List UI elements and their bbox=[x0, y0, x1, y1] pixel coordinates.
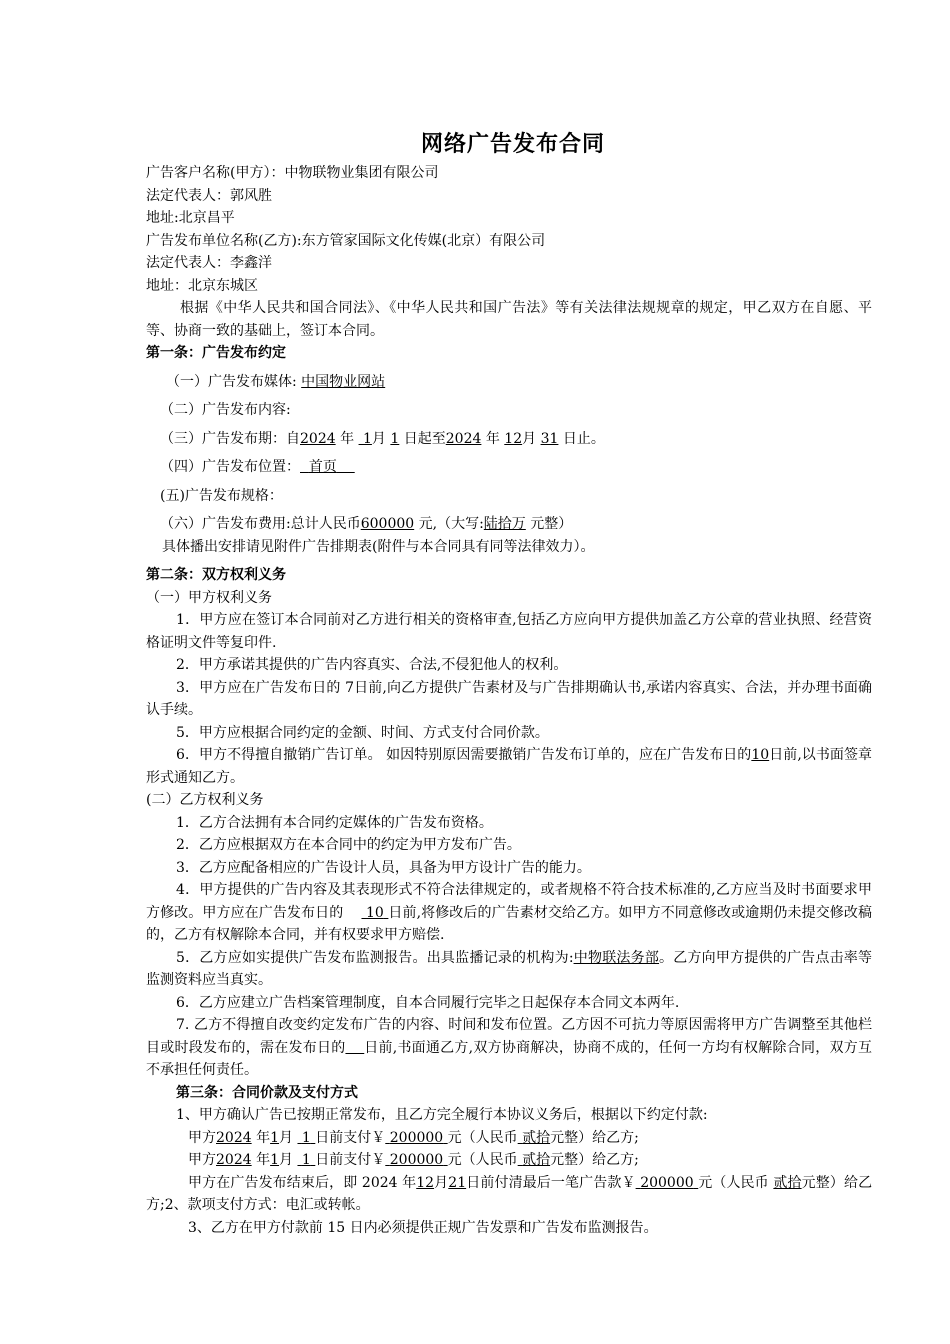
party-a-item-4: 5．甲方应根据合同约定的金额、时间、方式支付合同价款。 bbox=[176, 724, 549, 741]
party-b-heading: (二）乙方权利义务 bbox=[146, 792, 264, 808]
fee-words: 陆拾万 bbox=[483, 516, 526, 532]
monitoring-org: 中物联法务部 bbox=[573, 949, 660, 966]
article-2-heading: 第二条：双方权利义务 bbox=[146, 567, 286, 583]
party-b-item-6: 6．乙方应建立广告档案管理制度，自本合同履行完毕之日起保存本合同文本两年. bbox=[176, 994, 680, 1011]
party-b-item-4: 4．甲方提供的广告内容及其表现形式不符合法律规定的，或者规格不符合技术标准的,乙方应当及时书面要求甲方修改。甲方应在广告发布日的 10 日前,将修改后的广告素材交给乙方。如甲方不同意修改或逾期仍未提交修改稿的，乙方有权解除本合同，并有权要求甲方赔偿. bbox=[146, 882, 872, 943]
schedule-note: 具体播出安排请见附件广告排期表(附件与本合同具有同等法律效力）。 bbox=[162, 538, 595, 555]
party-a-heading: （一）甲方权利义务 bbox=[146, 589, 272, 606]
article-1-heading: 第一条：广告发布约定 bbox=[146, 345, 286, 361]
party-b-item-1: 1．乙方合法拥有本合同约定媒体的广告发布资格。 bbox=[176, 814, 493, 831]
party-a-item-3: 3．甲方应在广告发布日的 7日前,向乙方提供广告素材及与广告排期确认书,承诺内容真实、合法，并办理书面确认手续。 bbox=[146, 679, 872, 718]
revision-days: 10 bbox=[366, 904, 384, 921]
client-address: 北京昌平 bbox=[178, 210, 235, 226]
start-day: 1 bbox=[390, 430, 400, 447]
party-b-item-3: 3．乙方应配备相应的广告设计人员，具备为甲方设计广告的能力。 bbox=[176, 859, 591, 876]
position-value: 首页 bbox=[308, 459, 337, 475]
payment-1-amount: 200000 bbox=[389, 1129, 444, 1146]
party-a-item-5: 6．甲方不得擅自撤销广告订单。 如因特别原因需要撤销广告发布订单的，应在广告发布日的10日前,以书面签章形式通知乙方。 bbox=[146, 747, 872, 786]
position-line: （四）广告发布位置： 首页 bbox=[160, 459, 337, 475]
party-b-item-2: 2．乙方应根据双方在本合同中的约定为甲方发布广告。 bbox=[176, 837, 521, 853]
end-month: 12 bbox=[504, 430, 523, 447]
client-address-line: 地址:北京昌平 bbox=[146, 210, 235, 226]
document-title: 网络广告发布合同 bbox=[420, 131, 605, 157]
period-line: （三）广告发布期：自2024 年 1月 1 日起至2024 年 12月 31 日止。 bbox=[160, 430, 605, 447]
party-b-item-5: 5．乙方应如实提供广告发布监测报告。出具监播记录的机构为:中物联法务部。乙方向甲方提供的广告点击率等监测资料应当真实。 bbox=[146, 949, 873, 988]
start-month: 1 bbox=[363, 430, 372, 447]
party-b-item-7: 7. 乙方不得擅自改变约定发布广告的内容、时间和发布位置。乙方因不可抗力等原因需将甲方广告调整至其他栏目或时段发布的，需在发布日的 日前,书面通乙方,双方协商解决，协商不成的，任何一方均有权解除合同，双方互不承担任何责任。 bbox=[146, 1017, 873, 1078]
payment-2: 甲方2024 年1月 1 日前支付￥ 200000 元（人民币 贰拾元整）给乙方; bbox=[188, 1152, 639, 1168]
publisher-name: 东方管家国际文化传媒(北京）有限公司 bbox=[301, 232, 546, 249]
publisher-address: 北京东城区 bbox=[188, 277, 258, 294]
client-rep-line: 法定代表人：郭风胜 bbox=[146, 187, 272, 204]
fee-line: （六）广告发布费用:总计人民币600000 元,（大写:陆拾万 元整） bbox=[160, 516, 573, 532]
content-line: （二）广告发布内容: bbox=[160, 402, 291, 418]
preamble: 根据《中华人民共和国合同法》、《中华人民共和国广告法》等有关法律法规规章的规定，甲乙双方在自愿、平等、协商一致的基础上，签订本合同。 bbox=[146, 300, 872, 339]
media-value: 中国物业网站 bbox=[301, 373, 386, 390]
final-amount: 200000 bbox=[640, 1174, 694, 1191]
end-year: 2024 bbox=[445, 430, 482, 447]
contract-page bbox=[146, 128, 872, 1239]
media-line: （一）广告发布媒体: 中国物业网站 bbox=[166, 373, 386, 390]
client-rep: 郭风胜 bbox=[230, 187, 272, 204]
payment-1: 甲方2024 年1月 1 日前支付￥ 200000 元（人民币 贰拾元整）给乙方; bbox=[188, 1129, 639, 1146]
final-payment: 甲方在广告发布结束后，即 2024 年12月21日前付清最后一笔广告款￥ 200000 元（人民币 贰拾元整）给乙方;2、款项支付方式：电汇或转帐。 bbox=[146, 1174, 873, 1213]
client-name: 中物联物业集团有限公司 bbox=[284, 165, 439, 181]
cancel-notice-days: 10 bbox=[751, 747, 770, 763]
spec-line: (五)广告发布规格： bbox=[160, 487, 283, 504]
party-a-item-2: 2．甲方承诺其提供的广告内容真实、合法,不侵犯他人的权利。 bbox=[176, 657, 568, 673]
start-year: 2024 bbox=[300, 430, 336, 447]
fee-amount: 600000 bbox=[360, 516, 415, 532]
end-day: 31 bbox=[540, 430, 559, 447]
publisher-rep-line: 法定代表人：李鑫洋 bbox=[146, 255, 272, 271]
publisher-name-line: 广告发布单位名称(乙方):东方管家国际文化传媒(北京）有限公司 bbox=[146, 232, 546, 249]
invoice-requirement: 3、乙方在甲方付款前 15 日内必须提供正规广告发票和广告发布监测报告。 bbox=[188, 1219, 658, 1236]
publisher-address-line: 地址：北京东城区 bbox=[146, 277, 258, 294]
client-name-line: 广告客户名称(甲方）：中物联物业集团有限公司 bbox=[146, 165, 439, 181]
article-3-heading: 第三条：合同价款及支付方式 bbox=[176, 1084, 358, 1101]
party-a-item-1: 1．甲方应在签订本合同前对乙方进行相关的资格审查,包括乙方应向甲方提供加盖乙方公章的营业执照、经营资格证明文件等复印件. bbox=[146, 612, 872, 651]
payment-2-amount: 200000 bbox=[389, 1152, 444, 1168]
publisher-rep: 李鑫洋 bbox=[230, 255, 272, 271]
payment-intro: 1、甲方确认广告已按期正常发布，且乙方完全履行本协议义务后，根据以下约定付款: bbox=[176, 1107, 708, 1123]
